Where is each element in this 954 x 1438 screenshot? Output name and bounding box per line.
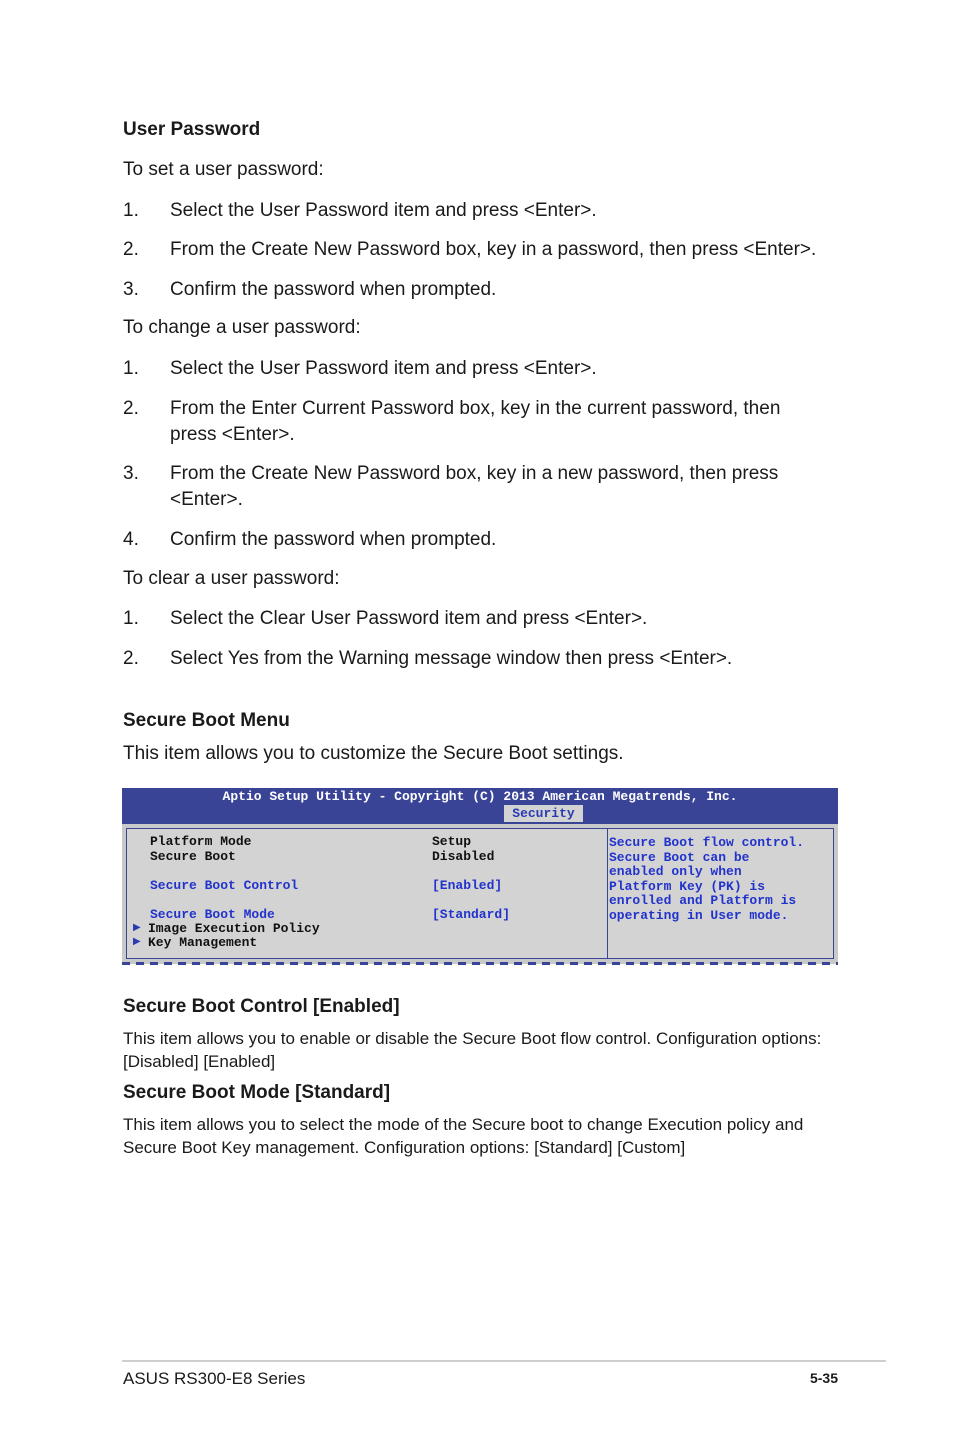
bios-dashed-border [122,962,838,965]
platform-mode-value: Setup [432,834,472,849]
help-line: enabled only when [609,864,742,879]
step-text: Confirm the password when prompted. [170,279,497,300]
section-heading-secure-boot-control: Secure Boot Control [Enabled] [123,996,400,1017]
set-password-intro: To set a user password: [123,159,324,180]
step-number: 1. [123,200,139,221]
step-text: From the Create New Password box, key in a new password, then press <Enter>. [170,463,779,510]
help-line: Secure Boot can be [609,849,750,865]
step-text: Select the User Password item and press <Enter>. [170,200,597,221]
footer-product-name: ASUS RS300-E8 Series [123,1369,306,1388]
step-number: 1. [123,608,139,629]
step-number: 2. [123,398,139,419]
page-number: 5-35 [809,1370,838,1386]
step-text: From the Create New Password box, key in a password, then press <Enter>. [170,239,817,260]
step-text: Confirm the password when prompted. [170,529,497,550]
triangle-right-icon: ▶ [133,922,141,933]
key-management-item[interactable]: Key Management [148,935,258,950]
secure-boot-value: Disabled [432,849,495,864]
secure-boot-control-desc: This item allows you to enable or disable the Secure Boot flow control. Configuration options: [Disabled] [Enabled] [123,1029,822,1071]
step-number: 4. [123,529,139,550]
secure-boot-control-item[interactable]: Secure Boot Control [150,878,299,893]
secure-boot-control-value[interactable]: [Enabled] [432,878,503,893]
step-number: 2. [123,239,139,260]
step-number: 1. [123,358,139,379]
bios-inner-panel [126,828,834,959]
section-heading-secure-boot-menu: Secure Boot Menu [123,710,290,731]
triangle-right-icon: ▶ [133,936,141,947]
image-execution-policy-item[interactable]: Image Execution Policy [148,921,320,936]
secure-boot-mode-desc: This item allows you to select the mode of the Secure boot to change Execution policy and Secure Boot Key management. Configuration options: [Standard] [Custom] [123,1115,804,1157]
section-heading-user-password: User Password [123,119,261,140]
secure-boot-menu-intro: This item allows you to customize the Secure Boot settings. [123,743,624,764]
section-heading-secure-boot-mode: Secure Boot Mode [Standard] [123,1082,391,1103]
bios-title: Aptio Setup Utility - Copyright (C) 2013 American Megatrends, Inc. [222,789,738,804]
step-text: Select Yes from the Warning message window then press <Enter>. [170,648,733,669]
step-text: Select the Clear User Password item and press <Enter>. [170,608,648,629]
help-line: operating in User mode. [609,907,789,923]
step-number: 3. [123,279,139,300]
step-text: Select the User Password item and press <Enter>. [170,358,597,379]
bios-divider [607,829,608,958]
footer-rule [122,1360,886,1362]
help-line: Platform Key (PK) is [609,878,766,894]
step-number: 3. [123,463,139,484]
platform-mode-label: Platform Mode [150,834,252,849]
secure-boot-mode-value[interactable]: [Standard] [432,907,511,922]
step-text: From the Enter Current Password box, key in the current password, then press <Enter>. [170,398,781,445]
clear-password-intro: To clear a user password: [123,568,340,589]
secure-boot-label: Secure Boot [150,849,236,864]
bios-header [122,788,838,824]
step-number: 2. [123,648,139,669]
bios-panel [122,824,838,964]
help-line: Secure Boot flow control. [609,835,805,850]
secure-boot-mode-item[interactable]: Secure Boot Mode [150,907,275,922]
change-password-intro: To change a user password: [123,317,361,338]
tab-security[interactable]: Security [504,805,583,822]
help-line: enrolled and Platform is [609,893,797,908]
